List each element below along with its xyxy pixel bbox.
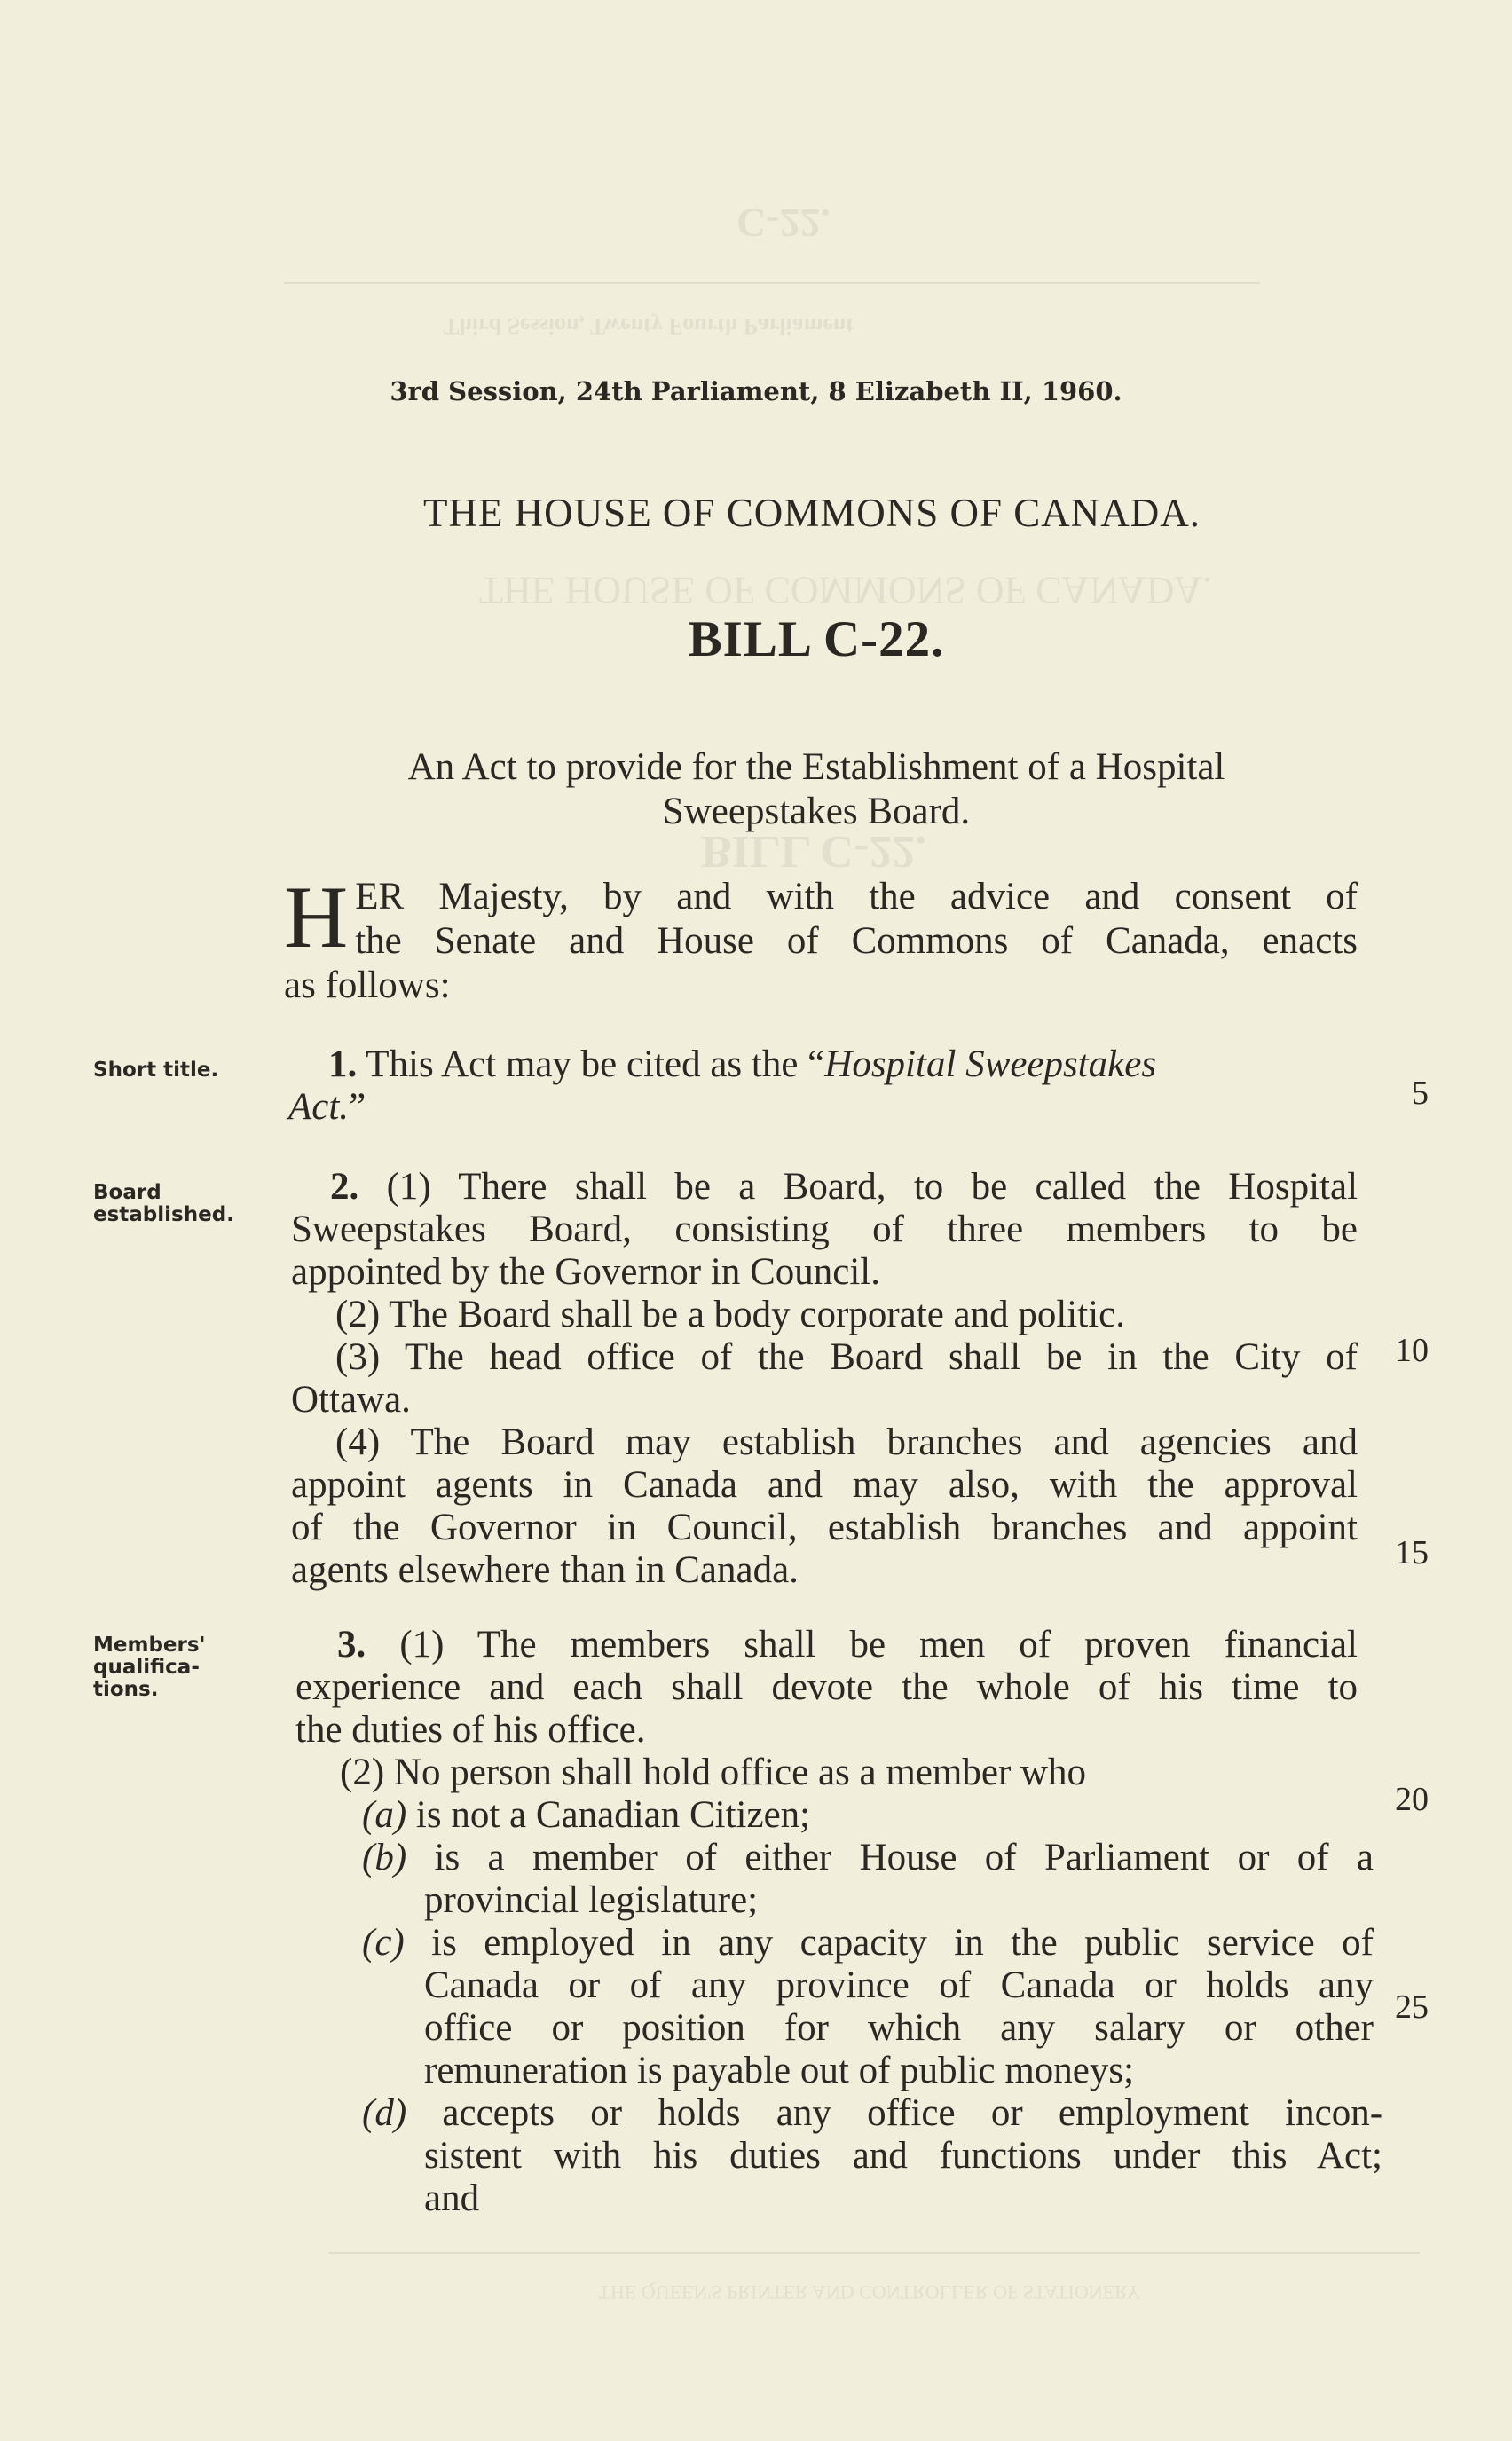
paragraph-c-line-2: Canada or of any province of Canada or holds any — [424, 1965, 1374, 2006]
paragraph-b-line-2: provincial legislature; — [424, 1879, 759, 1921]
line-number-15: 15 — [1395, 1534, 1429, 1571]
act-title-line-2: Sweepstakes Board. — [662, 791, 971, 832]
session-heading: 3rd Session, 24th Parliament, 8 Elizabeth II, 1960. — [390, 376, 1122, 406]
act-title-line-1: An Act to provide for the Establishment of a Hospital — [407, 746, 1225, 788]
section-1-close-quote: ” — [349, 1086, 366, 1128]
paragraph-c-text-1: is employed in any capacity in the public service of — [431, 1922, 1374, 1964]
section-3-line-4: (2) No person shall hold office as a member who — [340, 1752, 1087, 1793]
section-3-number: 3. — [337, 1624, 366, 1665]
section-2-line-6: Ottawa. — [291, 1379, 411, 1421]
section-3-subsection-1: (1) The members shall be men of proven financial — [399, 1624, 1358, 1665]
enacting-clause — [284, 868, 1358, 1008]
section-2-line-10: agents elsewhere than in Canada. — [291, 1549, 799, 1591]
paragraph-a-label: (a) — [362, 1794, 407, 1836]
show-through-house: THE HOUSE OF COMMONS OF CANADA. — [479, 569, 1213, 612]
section-2-line-3: appointed by the Governor in Council. — [291, 1251, 880, 1293]
paragraph-c-line-4: remuneration is payable out of public moneys; — [424, 2050, 1135, 2091]
line-number-20: 20 — [1395, 1781, 1429, 1818]
section-2-line-8: appoint agents in Canada and may also, with the approval — [291, 1464, 1358, 1506]
section-2-number: 2. — [330, 1166, 359, 1208]
section-1-line-1 — [328, 1043, 1358, 1086]
paragraph-a — [362, 1794, 810, 1837]
section-2-line-2: Sweepstakes Board, consisting of three members to be — [291, 1209, 1358, 1250]
paragraph-a-text: is not a Canadian Citizen; — [415, 1794, 811, 1836]
paragraph-b-text-1: is a member of either House of Parliament or of a — [434, 1837, 1374, 1878]
paragraph-d-line-1 — [362, 2092, 1382, 2135]
section-1-text: This Act may be cited as the “ — [366, 1043, 825, 1085]
show-through-bill: BILL C-22. — [701, 826, 927, 877]
enacting-line-2: the Senate and House of Commons of Canada, enacts — [355, 920, 1358, 962]
paragraph-c-line-1 — [362, 1922, 1374, 1965]
paragraph-b-line-1 — [362, 1837, 1374, 1879]
paragraph-b-label: (b) — [362, 1837, 407, 1878]
enacting-line-3: as follows: — [284, 965, 451, 1006]
paragraph-c-label: (c) — [362, 1922, 405, 1964]
line-number-10: 10 — [1395, 1332, 1429, 1369]
margin-note-short-title: Short title. — [93, 1059, 219, 1082]
house-heading: THE HOUSE OF COMMONS OF CANADA. — [422, 491, 1201, 535]
enacting-line-1: ER Majesty, by and with the advice and consent of — [355, 876, 1358, 917]
section-1-line-2 — [288, 1086, 366, 1129]
margin-note-members-line-3: tions. — [93, 1678, 159, 1701]
section-3-line-1 — [337, 1624, 1358, 1666]
show-through-title: C-22. — [736, 201, 831, 246]
paragraph-d-line-3: and — [424, 2177, 480, 2219]
margin-note-board-line-1: Board — [93, 1181, 161, 1204]
paragraph-c-line-3: office or position for which any salary or other — [424, 2007, 1374, 2049]
section-2-line-4: (2) The Board shall be a body corporate and politic. — [335, 1294, 1125, 1335]
margin-note-members-line-1: Members' — [93, 1634, 206, 1657]
act-long-title — [319, 745, 1313, 834]
drop-cap: H — [284, 868, 349, 966]
section-2-line-7: (4) The Board may establish branches and agencies and — [335, 1421, 1358, 1463]
margin-note-board-line-2: established. — [93, 1203, 234, 1226]
margin-note-members-qualifications — [93, 1634, 262, 1701]
show-through-rule — [284, 282, 1260, 284]
show-through-printer: THE QUEEN'S PRINTER AND CONTROLLER OF STATIONERY — [598, 2281, 1141, 2303]
line-number-25: 25 — [1395, 1988, 1429, 2026]
section-1-act-word: Act. — [288, 1086, 350, 1128]
paragraph-d-text-1: accepts or holds any office or employment incon- — [442, 2092, 1383, 2134]
line-number-5: 5 — [1412, 1075, 1429, 1112]
paragraph-d-line-2: sistent with his duties and functions under this Act; — [424, 2135, 1382, 2177]
margin-note-board-established — [93, 1182, 262, 1226]
section-2-line-9: of the Governor in Council, establish branches and appoint — [291, 1507, 1358, 1548]
section-2-line-1 — [330, 1166, 1358, 1209]
section-3-line-2: experience and each shall devote the whole of his time to — [295, 1666, 1358, 1708]
section-2-subsection-1: (1) There shall be a Board, to be called the Hospital — [386, 1166, 1358, 1208]
section-1-number: 1. — [328, 1043, 358, 1085]
show-through-session: Third Session, Twenty Fourth Parliament — [444, 313, 854, 339]
section-1-short-title: Hospital Sweepstakes — [824, 1043, 1157, 1085]
section-3-line-3: the duties of his office. — [295, 1709, 646, 1751]
paragraph-d-label: (d) — [362, 2092, 407, 2134]
show-through-rule-2 — [328, 2252, 1420, 2254]
section-2-line-5: (3) The head office of the Board shall be in the City of — [335, 1336, 1358, 1378]
margin-note-members-line-2: qualifica- — [93, 1656, 200, 1679]
bill-number: BILL C-22. — [688, 611, 945, 667]
